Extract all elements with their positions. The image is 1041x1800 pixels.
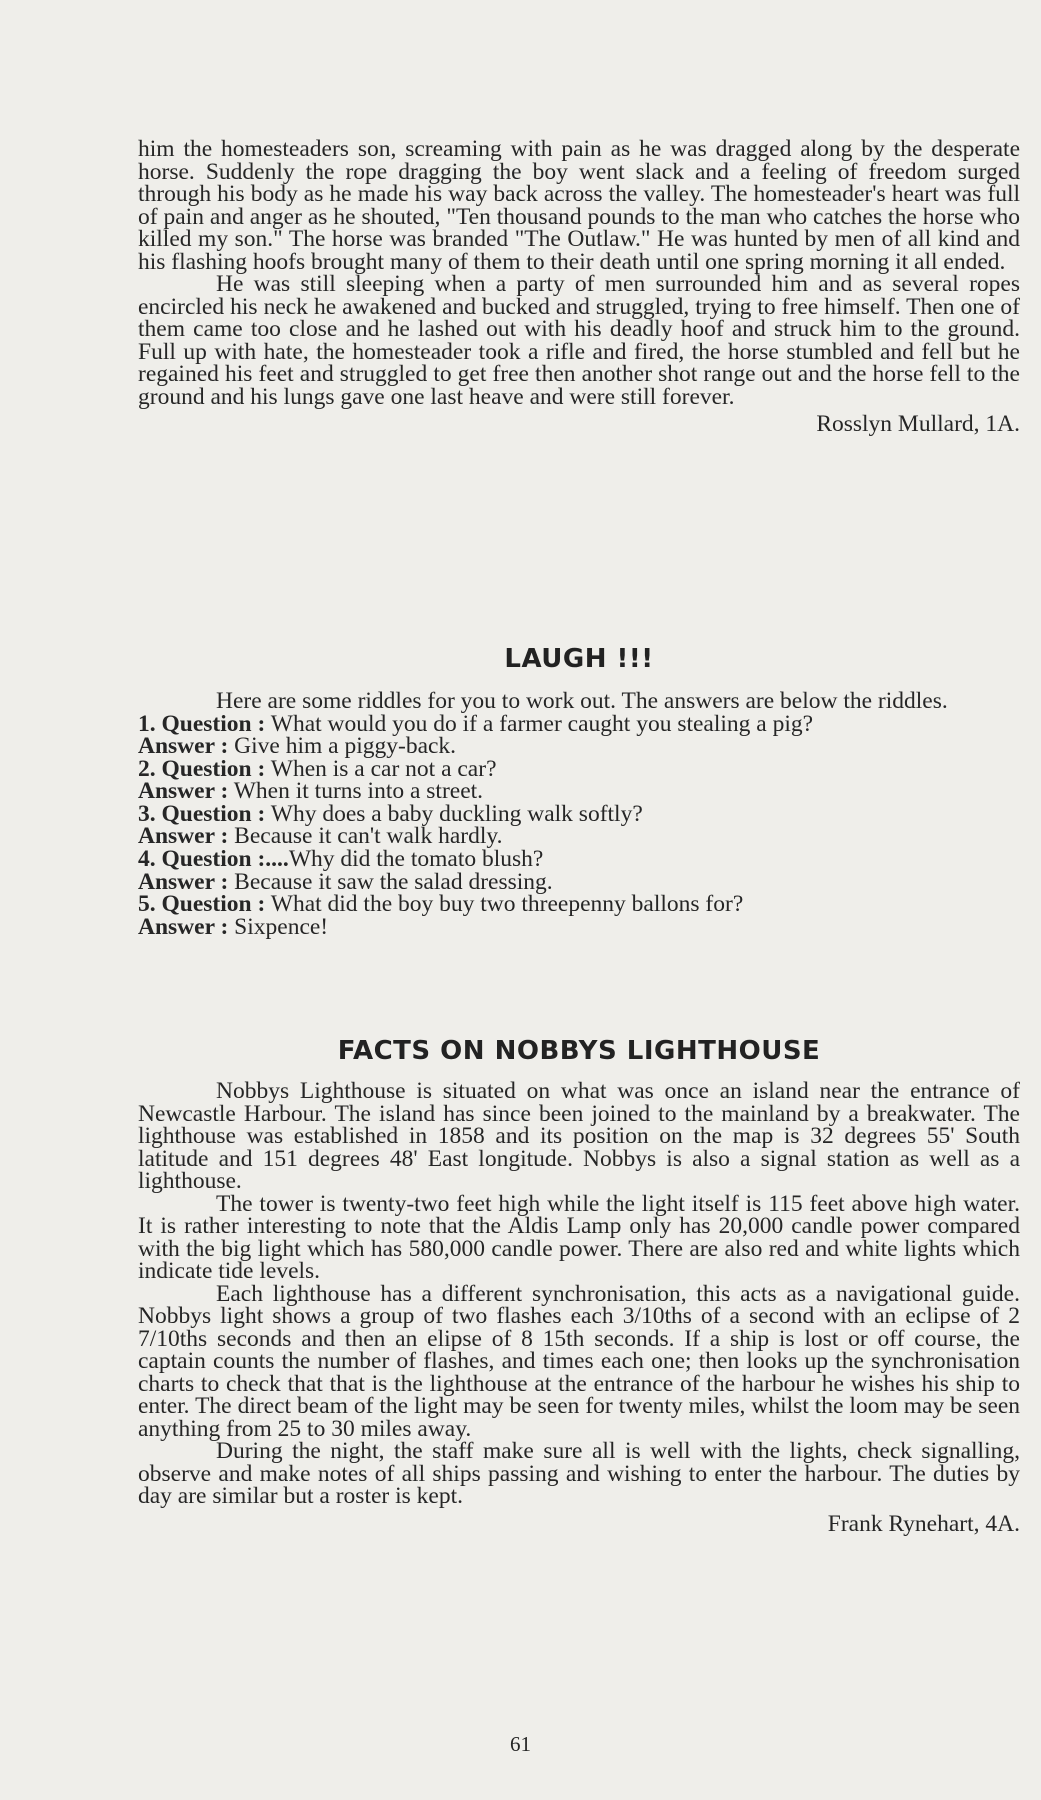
story-author: Rosslyn Mullard, 1A. xyxy=(816,411,1020,437)
riddle-2 xyxy=(138,755,1020,805)
riddle-answer: Answer : When it turns into a street. xyxy=(138,778,484,805)
riddle-5 xyxy=(138,893,1020,938)
riddle-question: 4. Question :....Why did the tomato blush? xyxy=(138,846,544,873)
facts-paragraph-2: The tower is twenty-two feet high while the light itself is 115 feet above high water. It is rather interesting to note that the Aldis Lamp only has 20,000 candle power compared with the big light which has 580,000 candle power. There are also red and white lights which indicate tide levels. xyxy=(138,1190,1020,1284)
facts-section xyxy=(138,1036,1020,1536)
riddle-question: 3. Question : Why does a baby duckling walk softly? xyxy=(138,800,643,827)
riddle-answer: Answer : Because it can't walk hardly. xyxy=(138,823,503,850)
riddle-question: 1. Question : What would you do if a farmer caught you stealing a pig? xyxy=(138,710,814,737)
facts-paragraph-1: Nobbys Lighthouse is situated on what was once an island near the entrance of Newcastle Harbour. The island has since been joined to the mainland by a breakwater. The lighthouse was established in 1858 and its position on the map is 32 degrees 55' South latitude and 151 degrees 48' East longitude. Nobbys is also a signal station as well as a lighthouse. xyxy=(138,1078,1020,1194)
riddle-answer: Answer : Sixpence! xyxy=(138,913,329,940)
laugh-intro: Here are some riddles for you to work out. The answers are below the riddles. xyxy=(216,688,948,714)
story-paragraph-2: He was still sleeping when a party of men surrounded him and as several ropes encircled his neck he awakened and bucked and struggled, trying to free himself. Then one of them came too close and he lashed out with his deadly hoof and struck him to the ground. Full up with hate, the homesteader took a rifle and fired, the horse stumbled and fell but he regained his feet and struggled to get free then another shot range out and the horse fell to the ground and his lungs gave one last heave and were still forever. xyxy=(138,271,1020,410)
facts-paragraph-3: Each lighthouse has a different synchronisation, this acts as a navigational guide. Nobbys light shows a group of two flashes each 3/10ths of a second with an eclipse of 2 7/10ths seconds and then an elipse of 8 15th seconds. If a ship is lost or off course, the captain counts the number of flashes, and times each one; then looks up the synchronisation charts to check that that is the lighthouse at the entrance of the harbour he wishes his ship to enter. The direct beam of the light may be seen for twenty miles, whilst the loom may be seen anything from 25 to 30 miles away. xyxy=(138,1280,1020,1442)
laugh-section xyxy=(138,644,1020,938)
riddle-question: 5. Question : What did the boy buy two threepenny ballons for? xyxy=(138,891,744,918)
facts-paragraph-4: During the night, the staff make sure all is well with the lights, check signalling, observe and make notes of all ships passing and wishing to enter the harbour. The duties by day are similar but a roster is kept. xyxy=(138,1438,1020,1509)
riddle-3 xyxy=(138,800,1020,850)
riddle-answer: Answer : Because it saw the salad dressing. xyxy=(138,868,553,895)
riddle-answer: Answer : Give him a piggy-back. xyxy=(138,733,457,760)
story-section xyxy=(138,138,1020,436)
laugh-heading: LAUGH !!! xyxy=(504,644,654,674)
riddle-question: 2. Question : When is a car not a car? xyxy=(138,755,497,782)
facts-heading: FACTS ON NOBBYS LIGHTHOUSE xyxy=(337,1036,821,1066)
riddle-4 xyxy=(138,848,1020,893)
facts-author: Frank Rynehart, 4A. xyxy=(827,1510,1020,1537)
story-paragraph-1: him the homesteaders son, screaming with pain as he was dragged along by the desperate horse. Suddenly the rope dragging the boy went slack and a feeling of freedom surged through his body as he made his way back across the valley. The homesteader's heart was full of pain and anger as he shouted, "Ten thousand pounds to the man who catches the horse who killed my son." The horse was branded "The Outlaw." He was hunted by men of all kind and his flashing hoofs brought many of them to their death until one spring morning it all ended. xyxy=(138,136,1020,275)
riddle-1 xyxy=(138,710,1020,760)
page-number: 61 xyxy=(510,1732,531,1756)
